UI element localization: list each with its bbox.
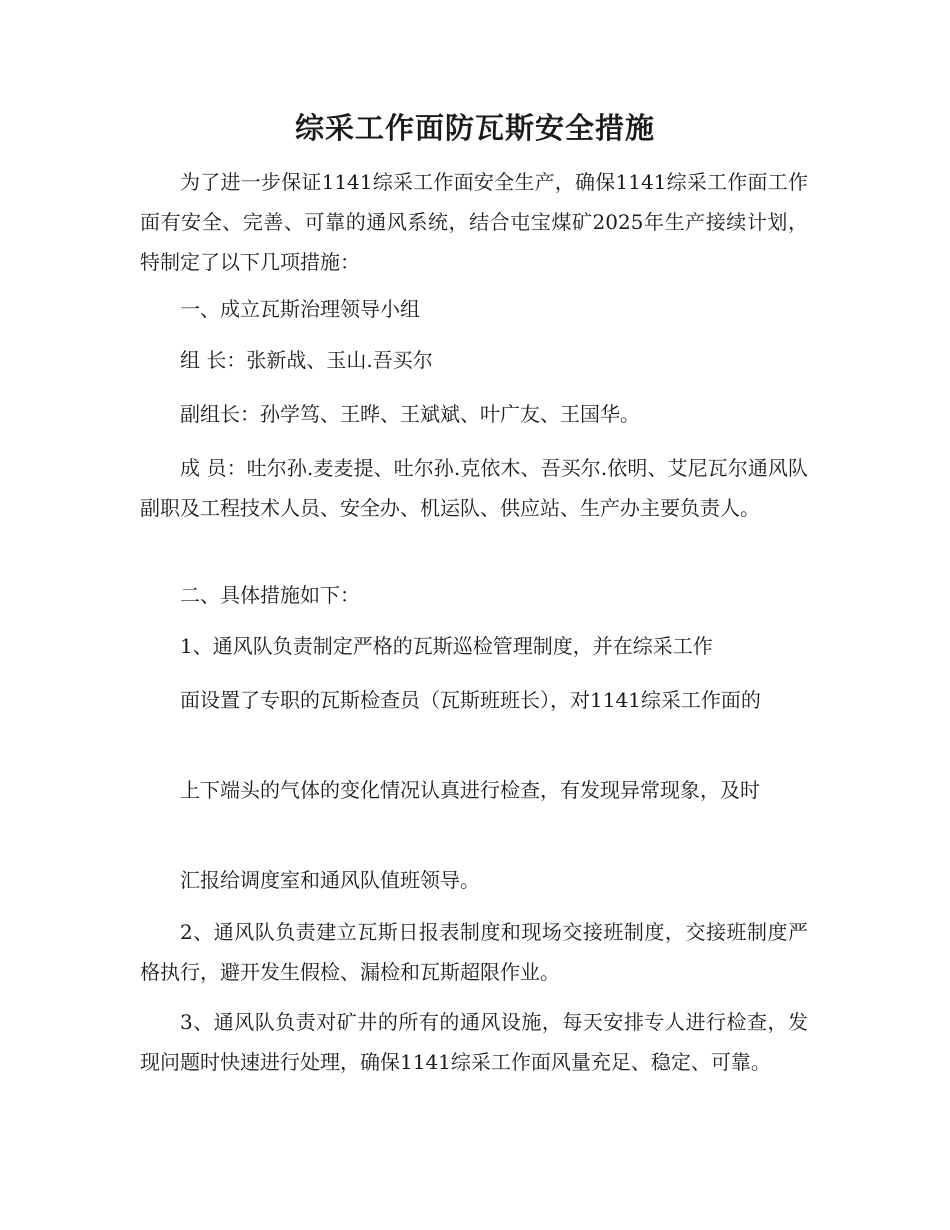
section-heading-1: 一、成立瓦斯治理领导小组 — [180, 297, 420, 321]
measure-3: 3、通风队负责对矿井的所有的通风设施，每天安排专人进行检查，发现问题时快速进行处理，确保1141综采工作面风量充足、稳定、可靠。 — [140, 1010, 808, 1074]
paragraph-members: 成 员：吐尔孙.麦麦提、吐尔孙.克依木、吾买尔.依明、艾尼瓦尔通风队副职及工程技术人员、安全办、机运队、供应站、生产办主要负责人。 — [140, 456, 808, 520]
paragraph-deputy-leader: 副组长：孙学笃、王晔、王斌斌、叶广友、王国华。 — [180, 402, 640, 426]
section-heading-2: 二、具体措施如下： — [180, 583, 360, 607]
measure-1-line-2: 面设置了专职的瓦斯检查员（瓦斯班班长），对1141综采工作面的 — [180, 688, 761, 712]
measure-1-line-4: 汇报给调度室和通风队值班领导。 — [180, 868, 480, 892]
paragraph-leader: 组 长：张新战、玉山.吾买尔 — [180, 348, 433, 372]
paragraph-intro: 为了进一步保证1141综采工作面安全生产，确保1141综采工作面工作面有安全、完善、可靠的通风系统，结合屯宝煤矿2025年生产接续计划，特制定了以下几项措施： — [140, 170, 808, 274]
measure-1-line-1: 1、通风队负责制定严格的瓦斯巡检管理制度，并在综采工作 — [180, 634, 713, 658]
measure-1-line-3: 上下端头的气体的变化情况认真进行检查，有发现异常现象，及时 — [180, 778, 760, 802]
measure-2: 2、通风队负责建立瓦斯日报表制度和现场交接班制度，交接班制度严格执行，避开发生假检、漏检和瓦斯超限作业。 — [140, 920, 808, 984]
document-title: 综采工作面防瓦斯安全措施 — [294, 111, 655, 145]
